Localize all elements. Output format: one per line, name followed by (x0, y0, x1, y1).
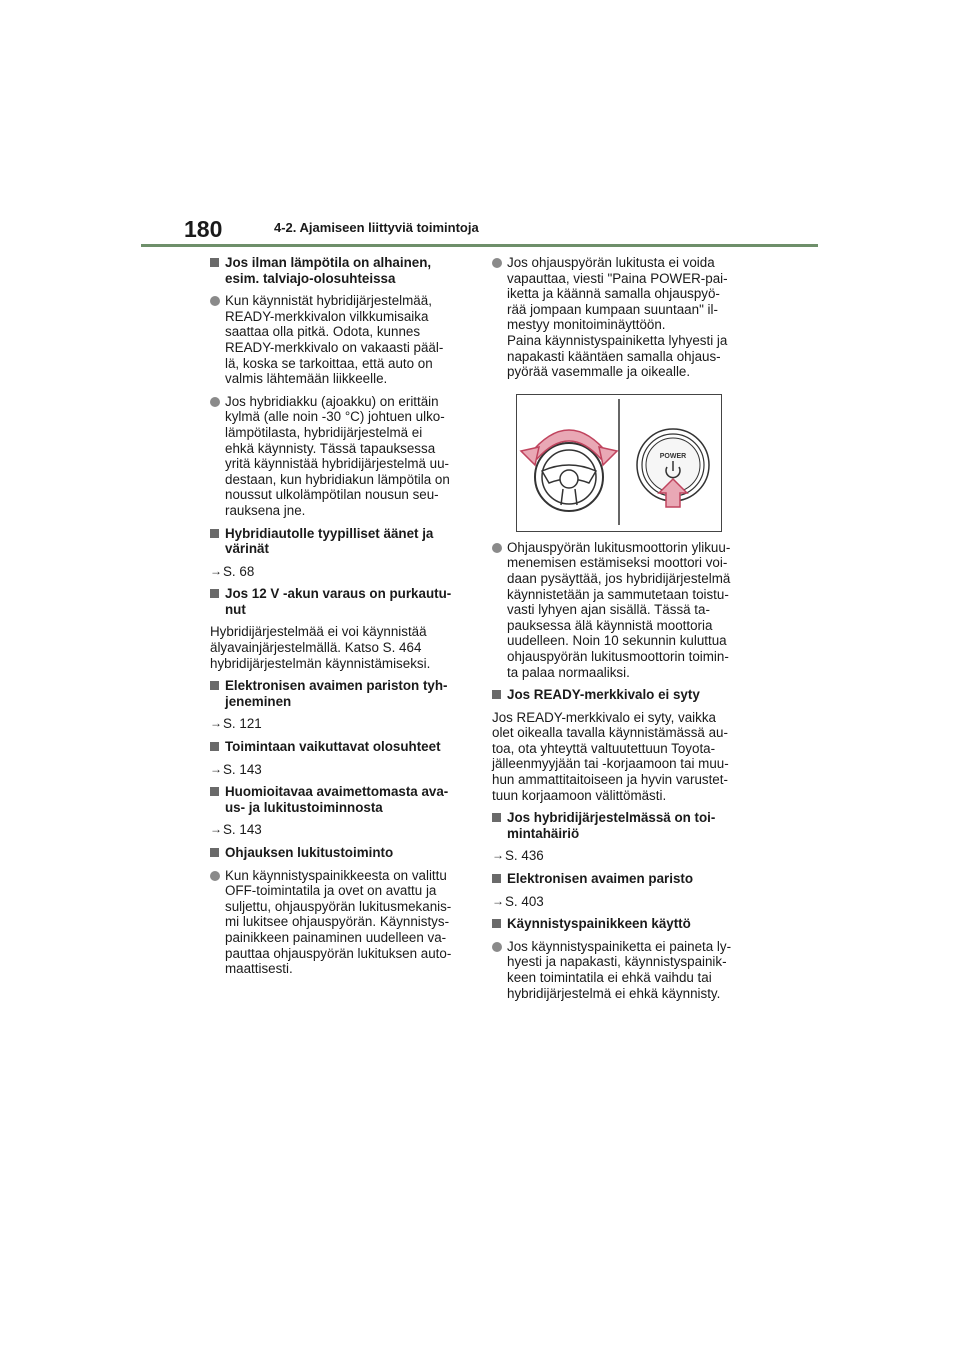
bullet-item: Jos käynnistyspainiketta ei paineta ly- hyesti ja napakasti, käynnistyspainik- keen toimintatila ei ehkä vaihdu tai hybridijärjestelmä ei ehkä käynnisty. (492, 939, 747, 1001)
section-heading: Elektronisen avaimen paristo (492, 871, 747, 887)
chapter-title: 4-2. Ajamiseen liittyviä toimintoja (274, 220, 479, 235)
header-divider (141, 244, 818, 247)
arrow-right-icon: → (210, 563, 222, 578)
section-heading: Jos READY-merkkivalo ei syty (492, 687, 747, 703)
section-heading: Toimintaan vaikuttavat olosuhteet (210, 739, 465, 755)
steering-wheel-icon (535, 443, 603, 511)
circle-bullet-icon (210, 296, 220, 306)
bullet-item: Kun käynnistyspainikkeesta on valittu OFF-toimintatila ja ovet on avattu ja suljettu, ohjauspyörän lukitusmekanis- mi lukitsee ohjauspyörän. Käynnistys- painikkeen painaminen uudelleen va- pauttaa ohjauspyörän lukituksen auto- maattisesti. (210, 868, 465, 977)
circle-bullet-icon (210, 397, 220, 407)
square-bullet-icon (210, 742, 219, 751)
square-bullet-icon (210, 589, 219, 598)
arrow-right-icon: → (210, 822, 222, 837)
arrow-right-icon: → (492, 848, 504, 863)
section-heading: Ohjauksen lukitustoiminto (210, 845, 465, 861)
square-bullet-icon (210, 787, 219, 796)
bullet-item: Jos ohjauspyörän lukitusta ei voida vapauttaa, viesti "Paina POWER-pai- iketta ja käännä samalla ohjauspyö- rää jompaan kumpaan suuntaan" il- mestyy monitoiminäyttöön. Paina käynnistyspainiketta lyhyesti ja napakasti kääntäen samalla ohjaus- pyörää vasemmalle ja oikealle. (492, 255, 747, 380)
circle-bullet-icon (492, 942, 502, 952)
section-heading: Jos 12 V -akun varaus on purkautu- nut (210, 586, 465, 617)
circle-bullet-icon (492, 258, 502, 268)
square-bullet-icon (492, 690, 501, 699)
left-column (210, 255, 465, 984)
section-heading: Elektronisen avaimen pariston tyh- jeneminen (210, 678, 465, 709)
square-bullet-icon (210, 258, 219, 267)
bullet-item: Ohjauspyörän lukitusmoottorin ylikuu- menemisen estämiseksi moottori voi- daan pysäyttää, jos hybridijärjestelmä käynnistetään ja sammutetaan toistu- vasti lyhyen ajan sisällä. Tässä ta- pauksessa älä käynnistä moottoria uudelleen. Noin 10 sekunnin kuluttua ohjauspyörän lukitusmoottorin toimin- ta palaa normaaliksi. (492, 540, 747, 680)
bullet-item: Kun käynnistät hybridijärjestelmää, READY-merkkivalon vilkkumisaika saattaa olla pitkä. Odota, kunnes READY-merkkivalo on vakaasti pääl- lä, koska se tarkoittaa, että auto on valmis lähtemään liikkeelle. (210, 293, 465, 387)
section-heading: Hybridiautolle tyypilliset äänet ja värinät (210, 526, 465, 557)
paragraph: Jos READY-merkkivalo ei syty, vaikka olet oikealla tavalla käynnistämässä au- toa, ota yhteyttä valtuutettuun Toyota- jälleenmyyjään tai -korjaamoon tai muu- hun ammattitaitoiseen ja hyvin varustet- tuun korjaamoon välittömästi. (492, 709, 729, 803)
square-bullet-icon (210, 529, 219, 538)
square-bullet-icon (492, 919, 501, 928)
page-reference: → S. 436 (492, 848, 544, 864)
arrow-right-icon: → (492, 893, 504, 908)
page-number: 180 (184, 216, 223, 242)
square-bullet-icon (492, 874, 501, 883)
square-bullet-icon (492, 813, 501, 822)
steering-lock-illustration (516, 394, 722, 532)
page-reference: → S. 403 (492, 893, 544, 909)
page-reference: → S. 68 (210, 563, 255, 579)
square-bullet-icon (210, 848, 219, 857)
circle-bullet-icon (210, 871, 220, 881)
page-reference: → S. 143 (210, 761, 262, 777)
bullet-item: Jos hybridiakku (ajoakku) on erittäin kylmä (alle noin -30 °C) johtuen ulko- lämpötilasta, hybridijärjestelmä ei ehkä käynnisty. Tässä tapauksessa yritä käynnistää hybridijärjestelmä uu- destaan, kun hybridiakun lämpötila on noussut ulkolämpötilan nousun seu- rauksena jne. (210, 394, 465, 519)
section-heading: Jos ilman lämpötila on alhainen, esim. talviajo-olosuhteissa (210, 255, 465, 286)
section-heading: Käynnistyspainikkeen käyttö (492, 916, 747, 932)
illustration-svg (517, 395, 721, 531)
arrow-right-icon: → (210, 716, 222, 731)
right-column (492, 255, 747, 1008)
power-button-label: POWER (659, 452, 687, 460)
section-heading: Jos hybridijärjestelmässä on toi- mintahäiriö (492, 810, 747, 841)
circle-bullet-icon (492, 543, 502, 553)
page-reference: → S. 143 (210, 822, 262, 838)
page-reference: → S. 121 (210, 716, 262, 732)
paragraph: Hybridijärjestelmää ei voi käynnistää älyavainjärjestelmällä. Katso S. 464 hybridijärjestelmän käynnistämiseksi. (210, 624, 431, 671)
section-heading: Huomioitavaa avaimettomasta ava- us- ja lukitustoiminnosta (210, 784, 465, 815)
arrow-right-icon: → (210, 761, 222, 776)
square-bullet-icon (210, 681, 219, 690)
